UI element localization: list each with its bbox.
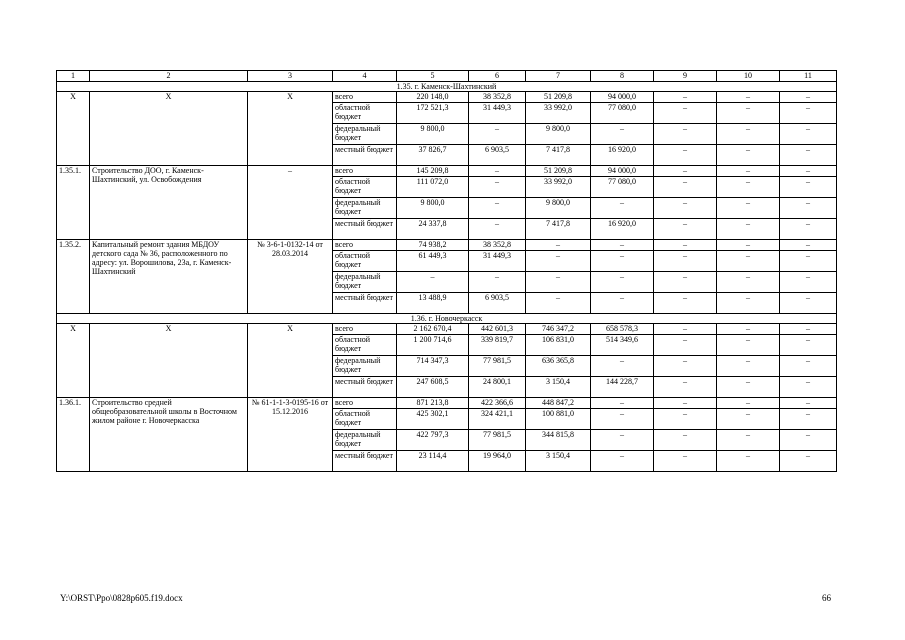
value-cell: 344 815,8 — [526, 430, 591, 451]
value-cell: – — [780, 219, 837, 240]
value-cell: – — [654, 293, 717, 314]
value-cell: – — [654, 198, 717, 219]
header-row — [57, 71, 837, 82]
section-title: 1.36. г. Новочеркасск — [57, 314, 837, 324]
value-cell: – — [591, 124, 654, 145]
value-cell: – — [717, 124, 780, 145]
value-cell: 3 150,4 — [526, 377, 591, 398]
value-cell: – — [780, 335, 837, 356]
column-header: 4 — [333, 71, 397, 82]
item-document: № 3-6-1-0132-14 от 28.03.2014 — [248, 240, 333, 314]
value-cell: – — [469, 124, 526, 145]
value-cell: 19 964,0 — [469, 451, 526, 472]
value-cell: – — [717, 219, 780, 240]
value-cell: – — [654, 251, 717, 272]
column-header: 1 — [57, 71, 90, 82]
value-cell: 448 847,2 — [526, 398, 591, 409]
value-cell: 38 352,8 — [469, 92, 526, 103]
value-cell: 94 000,0 — [591, 92, 654, 103]
value-cell: 38 352,8 — [469, 240, 526, 251]
column-header: 11 — [780, 71, 837, 82]
value-cell: – — [717, 145, 780, 166]
page-number: 66 — [822, 593, 831, 603]
value-cell: 714 347,3 — [397, 356, 469, 377]
column-header: 10 — [717, 71, 780, 82]
value-cell: 9 800,0 — [526, 124, 591, 145]
value-cell: – — [780, 272, 837, 293]
budget-table — [56, 70, 837, 472]
value-cell: 636 365,8 — [526, 356, 591, 377]
value-cell: 9 800,0 — [526, 198, 591, 219]
value-cell: – — [654, 103, 717, 124]
value-cell: – — [780, 177, 837, 198]
value-cell: – — [469, 198, 526, 219]
value-cell: 6 903,5 — [469, 293, 526, 314]
value-cell: 422 366,6 — [469, 398, 526, 409]
value-cell: 111 072,0 — [397, 177, 469, 198]
item-number: 1.35.2. — [57, 240, 90, 314]
value-cell: – — [654, 219, 717, 240]
item-name: Капитальный ремонт здания МБДОУ детского сада № 36, расположенного по адресу: ул. Ворошилова, 23а, г. Каменск-Шахтинский — [90, 240, 248, 314]
value-cell: – — [780, 324, 837, 335]
value-cell: 6 903,5 — [469, 145, 526, 166]
value-cell: – — [780, 377, 837, 398]
value-cell: – — [717, 398, 780, 409]
funding-source: всего — [333, 240, 397, 251]
value-cell: – — [780, 451, 837, 472]
value-cell: – — [526, 293, 591, 314]
value-cell: – — [654, 398, 717, 409]
value-cell: – — [654, 451, 717, 472]
value-cell: 37 826,7 — [397, 145, 469, 166]
value-cell: – — [780, 103, 837, 124]
value-cell: 1 200 714,6 — [397, 335, 469, 356]
value-cell: – — [717, 335, 780, 356]
value-cell: – — [591, 293, 654, 314]
value-cell: 24 800,1 — [469, 377, 526, 398]
item-document: Х — [248, 324, 333, 398]
value-cell: – — [717, 198, 780, 219]
item-name: Х — [90, 324, 248, 398]
value-cell: – — [654, 166, 717, 177]
value-cell: 425 302,1 — [397, 409, 469, 430]
value-cell: – — [469, 166, 526, 177]
value-cell: – — [591, 451, 654, 472]
value-cell: – — [591, 272, 654, 293]
value-cell: 33 992,0 — [526, 177, 591, 198]
value-cell: 220 148,0 — [397, 92, 469, 103]
value-cell: 9 800,0 — [397, 198, 469, 219]
funding-source: областной бюджет — [333, 103, 397, 124]
item-number: 1.36.1. — [57, 398, 90, 472]
funding-source: местный бюджет — [333, 377, 397, 398]
item-number: 1.35.1. — [57, 166, 90, 240]
funding-source: местный бюджет — [333, 145, 397, 166]
value-cell: – — [717, 409, 780, 430]
table-row — [57, 92, 837, 103]
value-cell: – — [654, 430, 717, 451]
item-document: – — [248, 166, 333, 240]
value-cell: 339 819,7 — [469, 335, 526, 356]
value-cell: – — [591, 356, 654, 377]
value-cell: – — [526, 251, 591, 272]
value-cell: – — [717, 377, 780, 398]
value-cell: 324 421,1 — [469, 409, 526, 430]
funding-source: федеральный бюджет — [333, 356, 397, 377]
value-cell: 106 831,0 — [526, 335, 591, 356]
value-cell: 77 080,0 — [591, 177, 654, 198]
value-cell: 514 349,6 — [591, 335, 654, 356]
value-cell: – — [717, 324, 780, 335]
value-cell: 422 797,3 — [397, 430, 469, 451]
funding-source: федеральный бюджет — [333, 198, 397, 219]
value-cell: – — [654, 145, 717, 166]
funding-source: областной бюджет — [333, 409, 397, 430]
value-cell: – — [654, 240, 717, 251]
value-cell: – — [654, 335, 717, 356]
section-title: 1.35. г. Каменск-Шахтинский — [57, 82, 837, 92]
value-cell: – — [654, 92, 717, 103]
value-cell: – — [717, 272, 780, 293]
value-cell: – — [717, 166, 780, 177]
value-cell: – — [469, 177, 526, 198]
value-cell: 442 601,3 — [469, 324, 526, 335]
value-cell: – — [717, 92, 780, 103]
funding-source: всего — [333, 324, 397, 335]
value-cell: 16 920,0 — [591, 145, 654, 166]
table-row — [57, 166, 837, 177]
value-cell: – — [780, 166, 837, 177]
value-cell: – — [591, 409, 654, 430]
value-cell: – — [780, 409, 837, 430]
funding-source: всего — [333, 398, 397, 409]
column-header: 6 — [469, 71, 526, 82]
value-cell: – — [654, 377, 717, 398]
funding-source: всего — [333, 166, 397, 177]
funding-source: областной бюджет — [333, 177, 397, 198]
item-document: Х — [248, 92, 333, 166]
column-header: 2 — [90, 71, 248, 82]
value-cell: – — [780, 398, 837, 409]
value-cell: – — [591, 251, 654, 272]
value-cell: 31 449,3 — [469, 251, 526, 272]
value-cell: 7 417,8 — [526, 219, 591, 240]
value-cell: 13 488,9 — [397, 293, 469, 314]
value-cell: – — [717, 103, 780, 124]
value-cell: – — [780, 240, 837, 251]
table-row — [57, 240, 837, 251]
value-cell: – — [591, 240, 654, 251]
table-row — [57, 324, 837, 335]
column-header: 9 — [654, 71, 717, 82]
value-cell: – — [717, 177, 780, 198]
funding-source: областной бюджет — [333, 251, 397, 272]
value-cell: 77 981,5 — [469, 430, 526, 451]
table-row — [57, 398, 837, 409]
value-cell: 16 920,0 — [591, 219, 654, 240]
item-document: № 61-1-1-3-0195-16 от 15.12.2016 — [248, 398, 333, 472]
value-cell: 871 213,8 — [397, 398, 469, 409]
value-cell: – — [654, 124, 717, 145]
value-cell: 746 347,2 — [526, 324, 591, 335]
value-cell: – — [780, 198, 837, 219]
section-row — [57, 82, 837, 92]
value-cell: – — [591, 430, 654, 451]
value-cell: 9 800,0 — [397, 124, 469, 145]
column-header: 7 — [526, 71, 591, 82]
document-path: Y:\ORST\Ppo\0828p605.f19.docx — [60, 593, 183, 603]
item-name: Строительство ДОО, г. Каменск-Шахтинский, ул. Освобождения — [90, 166, 248, 240]
value-cell: – — [717, 293, 780, 314]
item-name: Строительство средней общеобразовательной школы в Восточном жилом районе г. Новочеркасска — [90, 398, 248, 472]
item-number: Х — [57, 92, 90, 166]
value-cell: 33 992,0 — [526, 103, 591, 124]
value-cell: 51 209,8 — [526, 92, 591, 103]
value-cell: – — [469, 272, 526, 293]
value-cell: 51 209,8 — [526, 166, 591, 177]
value-cell: – — [526, 240, 591, 251]
value-cell: 172 521,3 — [397, 103, 469, 124]
column-header: 3 — [248, 71, 333, 82]
value-cell: – — [717, 356, 780, 377]
funding-source: всего — [333, 92, 397, 103]
funding-source: местный бюджет — [333, 219, 397, 240]
value-cell: 100 881,0 — [526, 409, 591, 430]
column-header: 5 — [397, 71, 469, 82]
value-cell: 94 000,0 — [591, 166, 654, 177]
funding-source: местный бюджет — [333, 293, 397, 314]
value-cell: 74 938,2 — [397, 240, 469, 251]
value-cell: – — [780, 124, 837, 145]
value-cell: – — [780, 145, 837, 166]
value-cell: 31 449,3 — [469, 103, 526, 124]
value-cell: – — [591, 398, 654, 409]
value-cell: – — [654, 272, 717, 293]
item-number: Х — [57, 324, 90, 398]
value-cell: – — [780, 251, 837, 272]
value-cell: – — [654, 409, 717, 430]
value-cell: – — [717, 251, 780, 272]
value-cell: – — [654, 177, 717, 198]
item-name: Х — [90, 92, 248, 166]
value-cell: – — [526, 272, 591, 293]
column-header: 8 — [591, 71, 654, 82]
value-cell: 61 449,3 — [397, 251, 469, 272]
funding-source: областной бюджет — [333, 335, 397, 356]
value-cell: – — [717, 451, 780, 472]
value-cell: 23 114,4 — [397, 451, 469, 472]
value-cell: 247 608,5 — [397, 377, 469, 398]
funding-source: местный бюджет — [333, 451, 397, 472]
value-cell: – — [780, 293, 837, 314]
value-cell: – — [717, 430, 780, 451]
value-cell: 145 209,8 — [397, 166, 469, 177]
value-cell: – — [780, 356, 837, 377]
value-cell: – — [397, 272, 469, 293]
value-cell: – — [780, 92, 837, 103]
value-cell: – — [780, 430, 837, 451]
value-cell: – — [469, 219, 526, 240]
value-cell: 144 228,7 — [591, 377, 654, 398]
value-cell: 77 080,0 — [591, 103, 654, 124]
value-cell: – — [654, 356, 717, 377]
value-cell: 24 337,8 — [397, 219, 469, 240]
table-body — [57, 71, 837, 472]
value-cell: – — [717, 240, 780, 251]
value-cell: – — [654, 324, 717, 335]
value-cell: 77 981,5 — [469, 356, 526, 377]
funding-source: федеральный бюджет — [333, 124, 397, 145]
value-cell: 658 578,3 — [591, 324, 654, 335]
value-cell: 3 150,4 — [526, 451, 591, 472]
value-cell: – — [591, 198, 654, 219]
funding-source: федеральный бюджет — [333, 272, 397, 293]
value-cell: 7 417,8 — [526, 145, 591, 166]
funding-source: федеральный бюджет — [333, 430, 397, 451]
value-cell: 2 162 670,4 — [397, 324, 469, 335]
section-row — [57, 314, 837, 324]
